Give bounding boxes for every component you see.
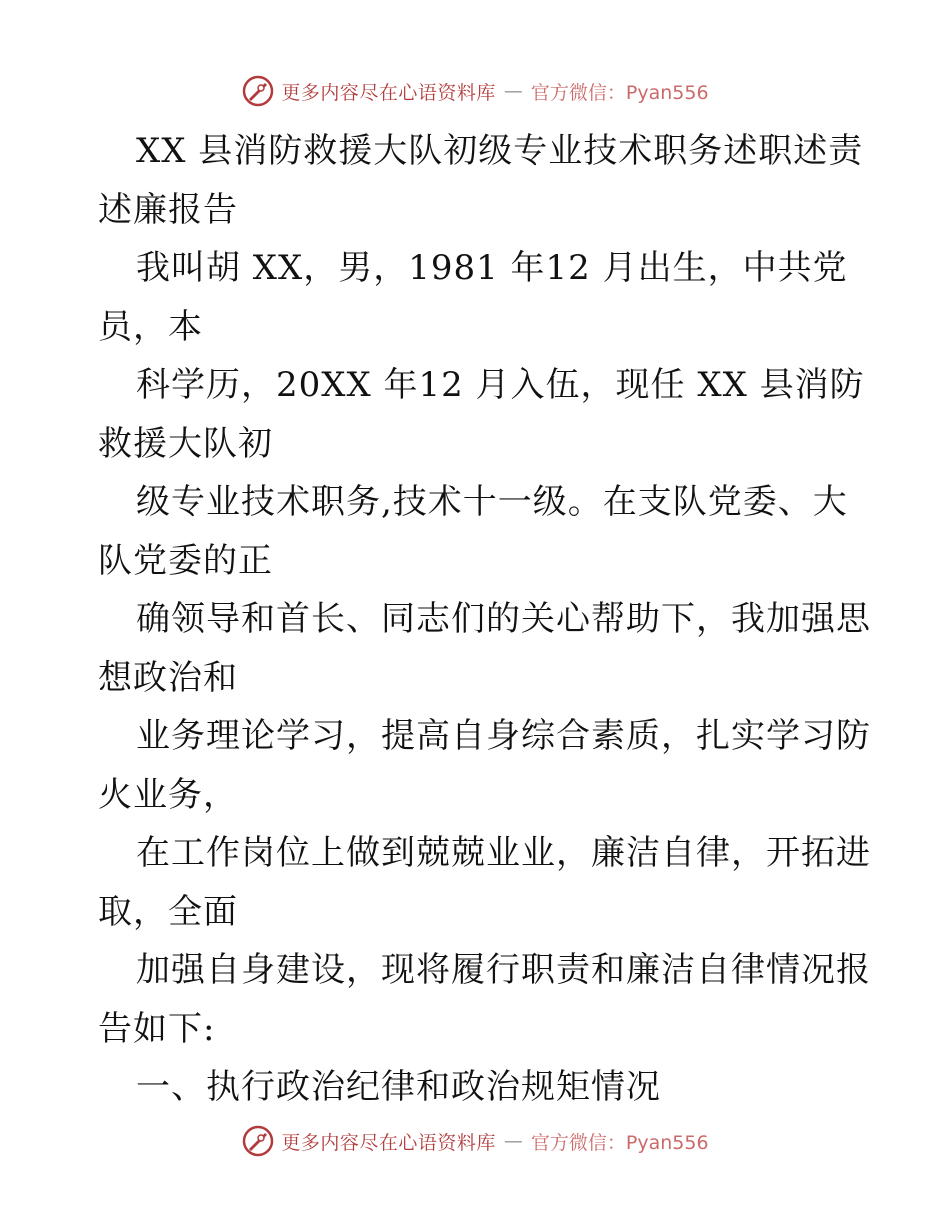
doc-line-2: 述廉报告: [98, 189, 238, 230]
watermark-wechat-text: 官方微信：Pyan556: [530, 81, 709, 104]
section-heading-1: 一、执行政治纪律和政治规矩情况: [136, 1067, 661, 1107]
watermark-site-text: 更多内容尽在心语资料库: [281, 81, 496, 104]
doc-line-14: 取，全面: [98, 891, 238, 932]
doc-line-9: 确领导和首长、同志们的关心帮助下，我加强思: [136, 599, 871, 639]
doc-line-11: 业务理论学习，提高自身综合素质，扎实学习防: [136, 716, 871, 756]
doc-line-5: 科学历，20XX 年12 月入伍，现任 XX 县消防: [136, 365, 865, 405]
quill-logo-icon: [241, 74, 275, 108]
doc-line-7: 级专业技术职务,技术十一级。在支队党委、大: [136, 482, 848, 522]
document-body: [98, 122, 871, 1117]
watermark-separator: —: [503, 1130, 523, 1152]
doc-line-8: 队党委的正: [98, 540, 273, 581]
doc-line-3: 我叫胡 XX，男，1981 年12 月出生，中共党: [136, 248, 848, 288]
watermark-wechat-text: 官方微信：Pyan556: [530, 1131, 709, 1154]
doc-line-12: 火业务，: [98, 774, 238, 815]
doc-line-10: 想政治和: [98, 657, 238, 698]
watermark-header: [0, 74, 950, 108]
watermark-site-text: 更多内容尽在心语资料库: [281, 1131, 496, 1154]
quill-logo-icon: [241, 1124, 275, 1158]
doc-line-13: 在工作岗位上做到兢兢业业，廉洁自律，开拓进: [136, 833, 871, 873]
watermark-separator: —: [503, 80, 523, 102]
watermark-footer: [0, 1124, 950, 1158]
doc-line-4: 员，本: [98, 306, 203, 347]
doc-line-16: 告如下:: [98, 1008, 216, 1049]
doc-line-15: 加强自身建设，现将履行职责和廉洁自律情况报: [136, 950, 871, 990]
doc-line-6: 救援大队初: [98, 423, 273, 464]
doc-line-1: XX 县消防救援大队初级专业技术职务述职述责: [136, 131, 864, 171]
